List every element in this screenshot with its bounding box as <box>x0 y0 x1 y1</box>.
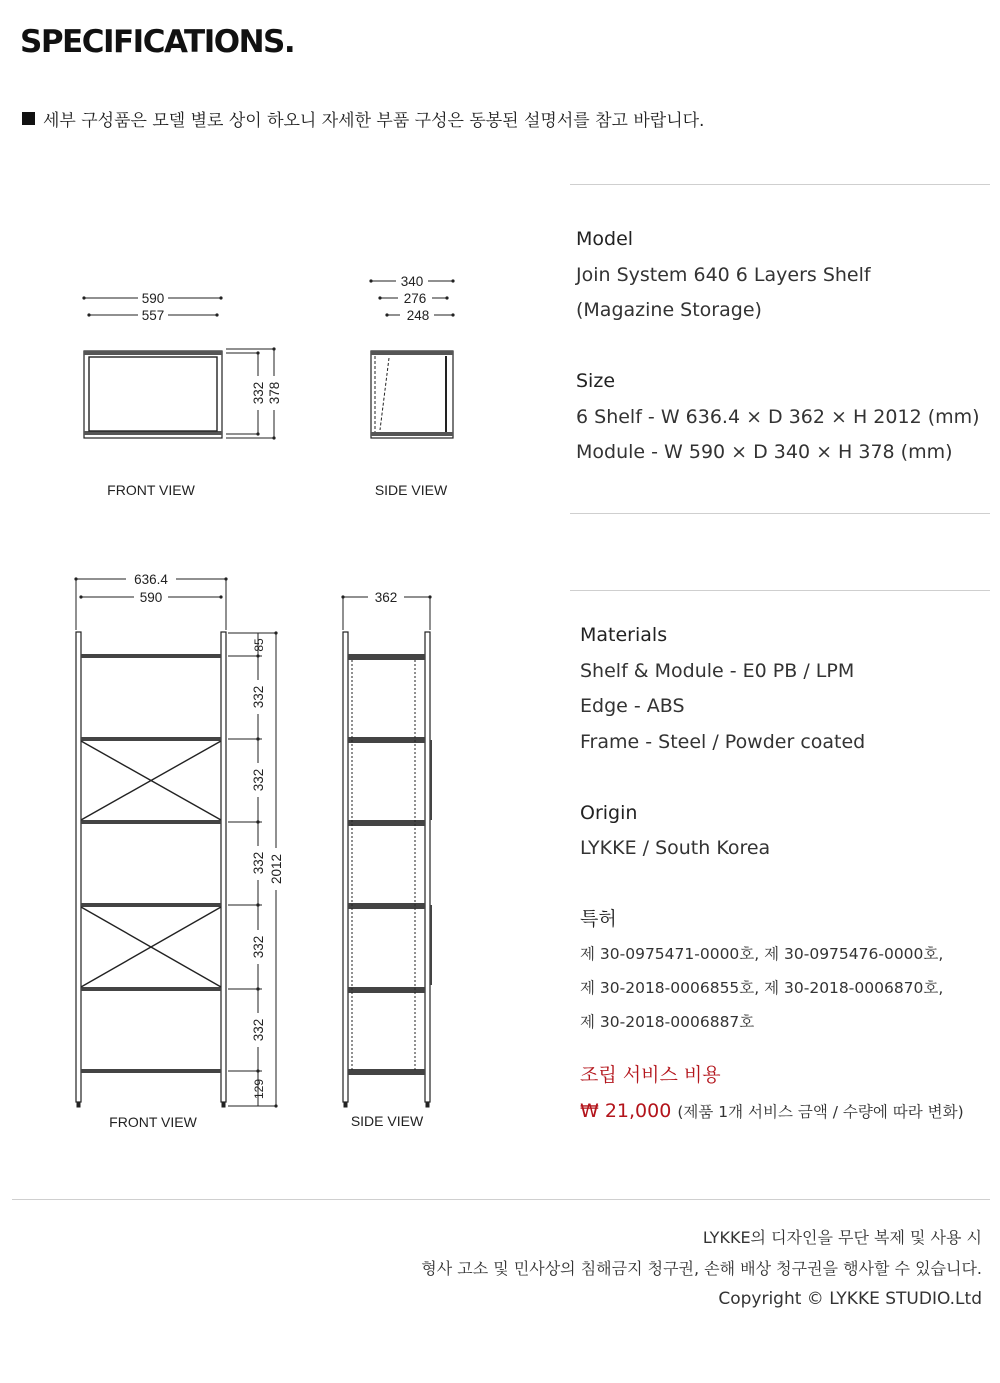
material-edge: Edge - ABS <box>580 695 685 717</box>
material-frame: Frame - Steel / Powder coated <box>580 730 866 753</box>
shelf-side-view-label: SIDE VIEW <box>350 1113 424 1129</box>
dim-module-side-mid-depth: 276 <box>403 291 427 306</box>
dim-shelf-total-height: 2012 <box>269 853 284 885</box>
size-heading: Size <box>576 370 616 392</box>
patent-heading: 특허 <box>580 908 617 930</box>
dim-module-side-outer-depth: 340 <box>400 274 424 289</box>
shelf-front-view <box>76 579 276 1107</box>
module-front-view <box>84 298 274 438</box>
assembly-price: ₩ 21,000 <box>580 1099 672 1122</box>
shelf-front-view-label: FRONT VIEW <box>109 1114 197 1130</box>
dim-shelf-top-gap: 85 <box>252 638 266 652</box>
footer <box>421 1222 982 1315</box>
assembly-service <box>580 1058 964 1130</box>
footer-line-1: LYKKE의 디자인을 무단 복제 및 사용 시 <box>702 1228 982 1247</box>
dim-shelf-inner-width: 590 <box>139 590 163 605</box>
assembly-heading: 조립 서비스 비용 <box>580 1064 721 1086</box>
divider-top <box>570 184 990 185</box>
patent-line: 제 30-2018-0006887호 <box>580 1013 755 1031</box>
dim-module-side-inner-depth: 248 <box>406 308 430 323</box>
assembly-note: (제품 1개 서비스 금액 / 수량에 따라 변화) <box>677 1102 964 1121</box>
dim-shelf-module-5: 332 <box>251 1018 266 1042</box>
dim-shelf-bottom-gap: 129 <box>252 1078 266 1100</box>
page-title: SPECIFICATIONS. <box>20 24 295 60</box>
spec-materials-origin <box>580 618 865 938</box>
dim-module-front-outer-height: 378 <box>267 381 282 405</box>
size-shelf: 6 Shelf - W 636.4 × D 362 × H 2012 (mm) <box>576 405 980 428</box>
module-front-view-label: FRONT VIEW <box>107 482 195 498</box>
technical-drawings <box>0 0 570 1180</box>
origin-value: LYKKE / South Korea <box>580 837 771 859</box>
dim-module-front-outer-width: 590 <box>141 291 165 306</box>
size-module: Module - W 590 × D 340 × H 378 (mm) <box>576 441 953 463</box>
model-heading: Model <box>576 228 634 250</box>
dim-shelf-module-1: 332 <box>251 685 266 709</box>
dim-shelf-module-2: 332 <box>251 768 266 792</box>
module-side-view-label: SIDE VIEW <box>374 482 448 498</box>
divider-materials <box>570 590 990 591</box>
dim-shelf-module-3: 332 <box>251 851 266 875</box>
model-name: Join System 640 6 Layers Shelf <box>576 263 871 286</box>
copyright: Copyright © LYKKE STUDIO.Ltd <box>718 1289 982 1309</box>
materials-heading: Materials <box>580 624 668 646</box>
divider-middle <box>570 513 990 514</box>
footer-line-2: 형사 고소 및 민사상의 침해금지 청구권, 손해 배상 청구권을 행사할 수 있습니다. <box>421 1259 982 1278</box>
spec-model-size <box>576 222 980 471</box>
material-shelf: Shelf & Module - E0 PB / LPM <box>580 659 855 682</box>
patent-list <box>580 937 943 1039</box>
dim-shelf-outer-width: 636.4 <box>134 572 168 587</box>
divider-footer <box>12 1199 990 1200</box>
dim-shelf-side-depth: 362 <box>374 590 398 605</box>
dim-module-front-inner-height: 332 <box>251 381 266 405</box>
patent-line: 제 30-0975471-0000호, 제 30-0975476-0000호, <box>580 945 944 963</box>
dim-module-front-inner-width: 557 <box>141 308 165 323</box>
shelf-side-view <box>343 597 432 1107</box>
model-sub: (Magazine Storage) <box>576 299 762 321</box>
dim-shelf-module-4: 332 <box>251 935 266 959</box>
origin-heading: Origin <box>580 801 638 824</box>
patent-line: 제 30-2018-0006855호, 제 30-2018-0006870호, <box>580 979 944 997</box>
notice-text: 세부 구성품은 모델 별로 상이 하오니 자세한 부품 구성은 동봉된 설명서를 참고 바랍니다. <box>43 111 705 131</box>
